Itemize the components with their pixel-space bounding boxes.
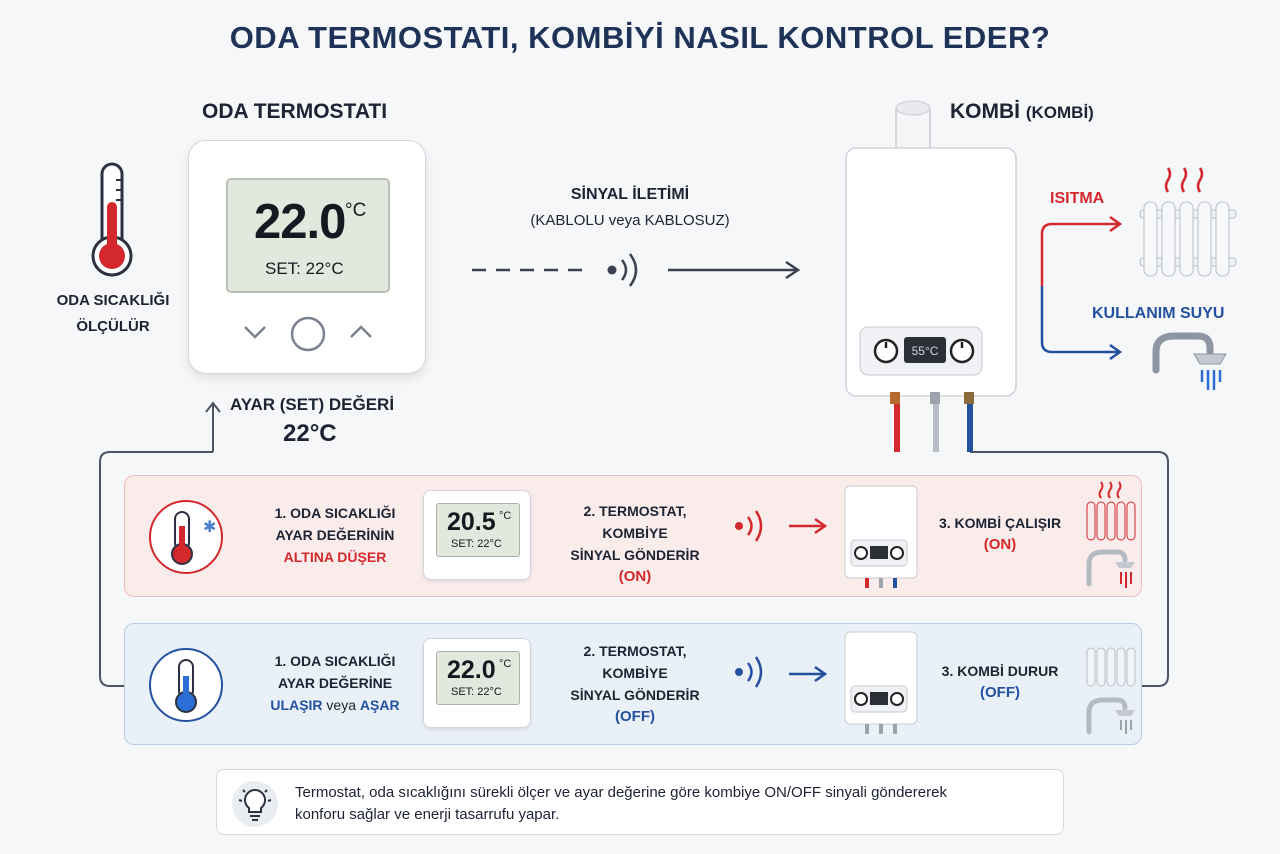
off-step2-line1: 2. TERMOSTAT, xyxy=(583,643,687,659)
thermostat-display xyxy=(226,178,390,293)
off-step2-line3: SİNYAL GÖNDERİR xyxy=(570,687,700,703)
boiler-icon xyxy=(836,96,1026,458)
warm-thermometer-icon xyxy=(147,646,225,724)
off-step1 xyxy=(225,650,445,716)
on-mini-unit: °C xyxy=(499,510,512,522)
off-step2 xyxy=(545,640,725,728)
select-button-icon xyxy=(289,315,327,353)
chevron-down-icon xyxy=(241,323,269,341)
set-value-label: AYAR (SET) DEĞERİ xyxy=(230,395,395,414)
boiler-display-text: 55°C xyxy=(911,344,939,358)
on-output-icons xyxy=(1081,480,1137,592)
hot-water-label: KULLANIM SUYU xyxy=(1092,305,1225,322)
cold-thermometer-icon xyxy=(147,498,225,576)
on-step2-line3: SİNYAL GÖNDERİR xyxy=(570,547,700,563)
thermostat-temp: 22.0 xyxy=(254,195,346,249)
on-step3-line1: 3. KOMBİ ÇALIŞIR xyxy=(938,515,1062,531)
set-value: 22°C xyxy=(283,420,337,447)
output-arrows xyxy=(1030,200,1130,370)
chevron-up-icon xyxy=(347,323,375,341)
shower-icon xyxy=(1148,330,1228,400)
boiler-heading-suffix: (KOMBİ) xyxy=(1025,103,1094,122)
note-line2: konforu sağlar ve enerji tasarrufu yapar. xyxy=(295,806,560,823)
room-sensor-caption xyxy=(38,288,188,340)
on-step2-line2: KOMBİYE xyxy=(602,525,668,541)
room-sensor-line2: ÖLÇÜLÜR xyxy=(76,318,150,335)
note-text xyxy=(295,782,947,826)
boiler-heading-main: KOMBİ xyxy=(950,100,1020,123)
thermostat-heading: ODA TERMOSTATI xyxy=(202,100,388,123)
on-step2-line1: 2. TERMOSTAT, xyxy=(583,503,687,519)
off-step1-word2: veya xyxy=(322,697,360,713)
signal-title: SİNYAL İLETİMİ xyxy=(570,186,690,203)
off-step3-state: (OFF) xyxy=(980,684,1020,701)
off-step2-line2: KOMBİYE xyxy=(602,665,668,681)
thermometer-icon xyxy=(90,160,134,280)
signal-subtitle: (KABLOLU veya KABLOSUZ) xyxy=(530,212,730,229)
off-step1-word3: AŞAR xyxy=(359,697,400,713)
off-step1-word1: ULAŞIR xyxy=(270,697,323,713)
on-step2 xyxy=(545,500,725,588)
info-note xyxy=(216,769,1064,835)
thermostat-set: SET: 22°C xyxy=(265,259,344,278)
off-mini-set: SET: 22°C xyxy=(451,686,502,698)
off-mini-thermostat xyxy=(423,638,531,728)
off-step1-line2: AYAR DEĞERİNE xyxy=(277,675,393,691)
heating-off-panel xyxy=(124,623,1142,745)
on-mini-temp: 20.5 xyxy=(447,508,496,536)
on-step1 xyxy=(225,502,445,568)
off-mini-unit: °C xyxy=(499,658,512,670)
note-line1: Termostat, oda sıcaklığını sürekli ölçer ve ayar değerine göre kombiye ON/OFF sinyali göndererek xyxy=(295,784,947,801)
on-boiler-icon xyxy=(841,482,921,592)
on-step3-state: (ON) xyxy=(983,536,1017,553)
on-step3 xyxy=(925,512,1075,556)
heating-on-panel xyxy=(124,475,1142,597)
signal-line xyxy=(460,250,810,294)
off-boiler-icon xyxy=(841,628,921,740)
room-sensor-line1: ODA SICAKLIĞI xyxy=(56,292,170,309)
lightbulb-icon xyxy=(231,780,279,828)
on-step1-line1: 1. ODA SICAKLIĞI xyxy=(274,505,396,521)
off-mini-temp: 22.0 xyxy=(447,656,496,684)
on-step1-line3: ALTINA DÜŞER xyxy=(283,549,387,565)
thermostat-unit: °C xyxy=(345,200,367,221)
off-mini-display xyxy=(436,651,520,705)
heating-label: ISITMA xyxy=(1050,190,1105,207)
on-signal-icon xyxy=(731,510,831,550)
on-mini-display xyxy=(436,503,520,557)
on-mini-thermostat xyxy=(423,490,531,580)
thermostat-device xyxy=(188,140,426,374)
svg-text:✱: ✱ xyxy=(203,517,217,536)
off-step2-state: (OFF) xyxy=(615,708,655,725)
on-step2-state: (ON) xyxy=(618,568,652,585)
on-mini-set: SET: 22°C xyxy=(451,538,502,550)
off-output-icons xyxy=(1081,632,1137,740)
off-step3 xyxy=(925,660,1075,704)
off-signal-icon xyxy=(731,656,831,696)
off-step1-line1: 1. ODA SICAKLIĞI xyxy=(274,653,396,669)
on-step1-line2: AYAR DEĞERİNİN xyxy=(275,527,395,543)
off-step3-line1: 3. KOMBİ DURUR xyxy=(941,663,1059,679)
page-title: ODA TERMOSTATI, KOMBİYİ NASIL KONTROL EDER? xyxy=(229,20,1051,55)
off-step1-line3 xyxy=(225,694,445,716)
radiator-icon xyxy=(1138,162,1238,282)
